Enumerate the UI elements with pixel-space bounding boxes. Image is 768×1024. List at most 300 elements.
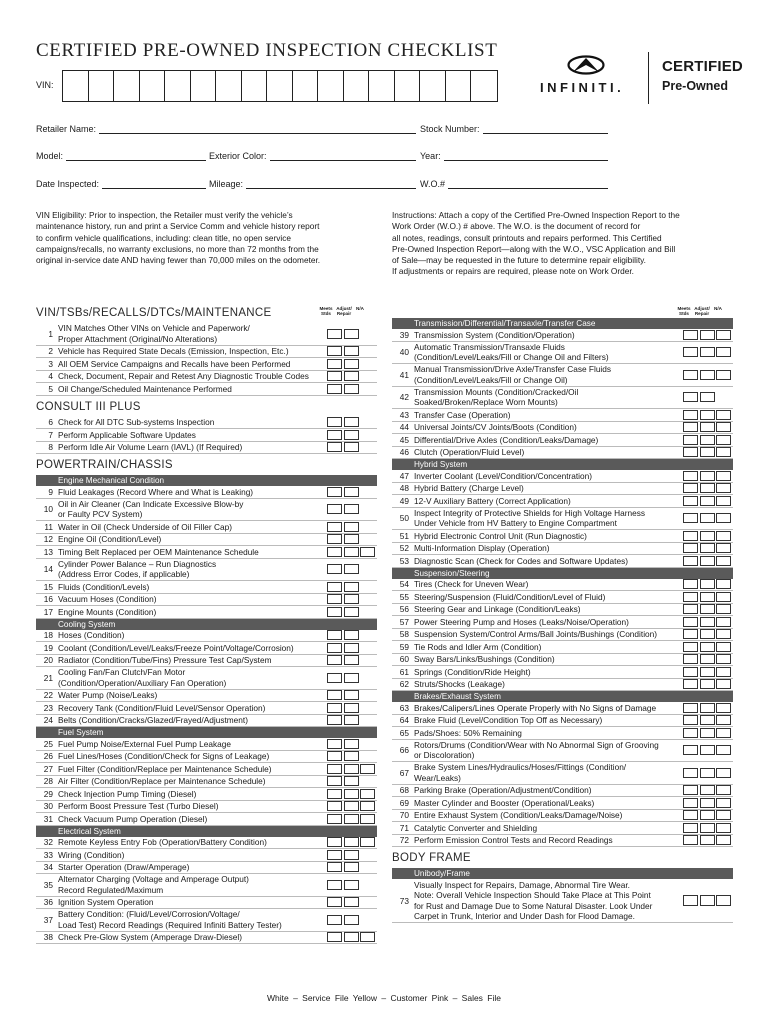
- meets-standards-checkbox[interactable]: [683, 728, 698, 738]
- meets-standards-checkbox[interactable]: [683, 654, 698, 664]
- item-description-line: Steering/Suspension (Fluid/Condition/Level of Fluid): [414, 591, 606, 602]
- checklist-row: [36, 897, 377, 910]
- meets-standards-checkbox[interactable]: [327, 359, 342, 369]
- meets-standards-checkbox[interactable]: [327, 915, 342, 925]
- meets-standards-checkbox[interactable]: [683, 579, 698, 589]
- adjust-repair-checkbox[interactable]: [700, 835, 715, 845]
- checklist-row: [36, 323, 377, 346]
- meets-standards-checkbox[interactable]: [683, 447, 698, 457]
- meets-standards-checkbox[interactable]: [683, 556, 698, 566]
- adjust-repair-checkbox[interactable]: [344, 915, 359, 925]
- item-number: 62: [399, 679, 409, 690]
- not-applicable-checkbox[interactable]: [716, 823, 731, 833]
- item-number: 57: [399, 616, 409, 627]
- meets-standards-checkbox[interactable]: [683, 483, 698, 493]
- stock-number-field[interactable]: Stock Number:: [420, 122, 608, 134]
- item-description-line: Ignition System Operation: [58, 897, 154, 908]
- adjust-repair-checkbox[interactable]: [344, 814, 359, 824]
- not-applicable-checkbox[interactable]: [716, 715, 731, 725]
- adjust-repair-checkbox[interactable]: [700, 496, 715, 506]
- adjust-repair-checkbox[interactable]: [344, 371, 359, 381]
- meets-standards-checkbox[interactable]: [327, 504, 342, 514]
- item-description: [56, 346, 326, 356]
- meets-standards-checkbox[interactable]: [327, 487, 342, 497]
- meets-standards-checkbox[interactable]: [683, 745, 698, 755]
- meets-standards-checkbox[interactable]: [327, 801, 342, 811]
- item-number: 67: [399, 767, 409, 778]
- not-applicable-checkbox[interactable]: [716, 471, 731, 481]
- adjust-repair-checkbox[interactable]: [344, 329, 359, 339]
- adjust-repair-checkbox[interactable]: [700, 654, 715, 664]
- brand-block: [540, 52, 760, 104]
- item-description: [412, 703, 682, 713]
- adjust-repair-checkbox[interactable]: [344, 655, 359, 665]
- not-applicable-checkbox[interactable]: [360, 789, 375, 799]
- item-number: 52: [399, 543, 409, 554]
- meets-standards-checkbox[interactable]: [327, 751, 342, 761]
- meets-standards-checkbox[interactable]: [327, 897, 342, 907]
- group-header: Unibody/Frame: [392, 868, 733, 879]
- meets-standards-checkbox[interactable]: [683, 513, 698, 523]
- adjust-repair-checkbox[interactable]: [700, 483, 715, 493]
- date-inspected-field[interactable]: Date Inspected:: [36, 177, 206, 189]
- meets-standards-checkbox[interactable]: [327, 932, 342, 942]
- item-description-line: Battery Condition: (Fluid/Level/Corrosion/Voltage/: [58, 909, 240, 920]
- adjust-repair-checkbox[interactable]: [700, 703, 715, 713]
- item-number: 51: [399, 530, 409, 541]
- adjust-repair-checkbox[interactable]: [344, 487, 359, 497]
- adjust-repair-checkbox[interactable]: [344, 837, 359, 847]
- adjust-repair-checkbox[interactable]: [344, 751, 359, 761]
- meets-standards-checkbox[interactable]: [327, 564, 342, 574]
- item-number: 53: [399, 555, 409, 566]
- item-number: 30: [43, 801, 53, 812]
- adjust-repair-checkbox[interactable]: [344, 643, 359, 653]
- checkbox-group: [326, 764, 378, 774]
- checklist-row: [36, 499, 377, 522]
- checkbox-group: [682, 531, 734, 541]
- item-description: [56, 359, 326, 369]
- checkbox-group: [326, 655, 378, 665]
- adjust-repair-checkbox[interactable]: [344, 850, 359, 860]
- meets-standards-checkbox[interactable]: [327, 384, 342, 394]
- item-description: [412, 447, 682, 457]
- adjust-repair-checkbox[interactable]: [700, 370, 715, 380]
- item-description-line: Manual Transmission/Drive Axle/Transfer Case Fluids: [414, 364, 612, 375]
- item-number: 45: [399, 434, 409, 445]
- adjust-repair-checkbox[interactable]: [700, 629, 715, 639]
- meets-standards-checkbox[interactable]: [327, 371, 342, 381]
- meets-standards-checkbox[interactable]: [327, 850, 342, 860]
- meets-standards-checkbox[interactable]: [683, 392, 698, 402]
- not-applicable-checkbox[interactable]: [716, 435, 731, 445]
- adjust-repair-checkbox[interactable]: [700, 604, 715, 614]
- mileage-field[interactable]: Mileage:: [209, 177, 416, 189]
- meets-standards-checkbox[interactable]: [327, 703, 342, 713]
- checkbox-group: [326, 837, 378, 847]
- meets-standards-checkbox[interactable]: [683, 592, 698, 602]
- meets-standards-checkbox[interactable]: [683, 347, 698, 357]
- item-description: [412, 410, 682, 420]
- adjust-repair-checkbox[interactable]: [700, 513, 715, 523]
- meets-standards-checkbox[interactable]: [327, 594, 342, 604]
- checkbox-group: [326, 547, 378, 557]
- item-description: [56, 655, 326, 665]
- item-number: 35: [43, 879, 53, 890]
- not-applicable-checkbox[interactable]: [360, 814, 375, 824]
- vin-input-boxes[interactable]: [62, 70, 498, 102]
- not-applicable-checkbox[interactable]: [716, 513, 731, 523]
- checklist-row: [392, 715, 733, 728]
- not-applicable-checkbox[interactable]: [360, 764, 375, 774]
- adjust-repair-checkbox[interactable]: [700, 447, 715, 457]
- meets-standards-checkbox[interactable]: [683, 810, 698, 820]
- not-applicable-checkbox[interactable]: [716, 629, 731, 639]
- meets-standards-checkbox[interactable]: [327, 655, 342, 665]
- not-applicable-checkbox[interactable]: [716, 768, 731, 778]
- adjust-repair-checkbox[interactable]: [700, 471, 715, 481]
- not-applicable-checkbox[interactable]: [716, 543, 731, 553]
- item-description-line: Vehicle has Required State Decals (Emission, Inspection, Etc.): [58, 346, 289, 357]
- adjust-repair-checkbox[interactable]: [700, 579, 715, 589]
- meets-standards-checkbox[interactable]: [683, 435, 698, 445]
- not-applicable-checkbox[interactable]: [716, 617, 731, 627]
- adjust-repair-checkbox[interactable]: [344, 504, 359, 514]
- adjust-repair-checkbox[interactable]: [700, 531, 715, 541]
- item-description-line: Steering Gear and Linkage (Condition/Leaks): [414, 604, 581, 615]
- checklist-row: [36, 837, 377, 850]
- item-number: 61: [399, 666, 409, 677]
- item-description-line: Struts/Shocks (Leakage): [414, 679, 505, 690]
- meets-standards-checkbox[interactable]: [683, 471, 698, 481]
- meets-standards-checkbox[interactable]: [683, 496, 698, 506]
- item-description: [412, 740, 682, 761]
- checkbox-group: [682, 422, 734, 432]
- adjust-repair-checkbox[interactable]: [344, 880, 359, 890]
- meets-standards-checkbox[interactable]: [683, 823, 698, 833]
- not-applicable-checkbox[interactable]: [716, 810, 731, 820]
- checkbox-group: [682, 496, 734, 506]
- not-applicable-checkbox[interactable]: [360, 547, 375, 557]
- meets-standards-checkbox[interactable]: [683, 617, 698, 627]
- item-number: 66: [399, 745, 409, 756]
- adjust-repair-checkbox[interactable]: [700, 715, 715, 725]
- item-description: [412, 642, 682, 652]
- meets-standards-checkbox[interactable]: [683, 642, 698, 652]
- item-description: [412, 762, 682, 783]
- not-applicable-checkbox[interactable]: [716, 654, 731, 664]
- adjust-repair-checkbox[interactable]: [344, 715, 359, 725]
- vin-label: VIN:: [36, 80, 54, 90]
- checklist-row: [392, 342, 733, 365]
- item-description-line: Check Vacuum Pump Operation (Diesel): [58, 813, 208, 824]
- adjust-repair-checkbox[interactable]: [700, 642, 715, 652]
- meets-standards-checkbox[interactable]: [683, 330, 698, 340]
- meets-standards-checkbox[interactable]: [683, 422, 698, 432]
- not-applicable-checkbox[interactable]: [360, 932, 375, 942]
- meets-standards-checkbox[interactable]: [327, 764, 342, 774]
- work-order-field[interactable]: W.O.#: [420, 177, 608, 189]
- meets-standards-checkbox[interactable]: [683, 798, 698, 808]
- checklist-row: [392, 447, 733, 460]
- adjust-repair-checkbox[interactable]: [344, 739, 359, 749]
- meets-standards-checkbox[interactable]: [683, 895, 698, 905]
- item-number: 70: [399, 810, 409, 821]
- checklist-row: [392, 654, 733, 667]
- meets-standards-checkbox[interactable]: [327, 630, 342, 640]
- checkbox-group: [682, 703, 734, 713]
- adjust-repair-checkbox[interactable]: [344, 764, 359, 774]
- not-applicable-checkbox[interactable]: [716, 410, 731, 420]
- checkbox-group: [682, 895, 734, 905]
- meets-standards-checkbox[interactable]: [683, 370, 698, 380]
- not-applicable-checkbox[interactable]: [716, 798, 731, 808]
- checkbox-group: [326, 417, 378, 427]
- not-applicable-checkbox[interactable]: [716, 785, 731, 795]
- meets-standards-checkbox[interactable]: [327, 739, 342, 749]
- adjust-repair-checkbox[interactable]: [344, 346, 359, 356]
- adjust-repair-checkbox[interactable]: [344, 359, 359, 369]
- meets-standards-checkbox[interactable]: [327, 690, 342, 700]
- adjust-repair-checkbox[interactable]: [344, 789, 359, 799]
- checklist-row: [36, 534, 377, 547]
- adjust-repair-checkbox[interactable]: [344, 522, 359, 532]
- not-applicable-checkbox[interactable]: [360, 837, 375, 847]
- adjust-repair-checkbox[interactable]: [700, 392, 715, 402]
- item-description: [412, 483, 682, 493]
- not-applicable-checkbox[interactable]: [716, 679, 731, 689]
- meets-standards-checkbox[interactable]: [683, 667, 698, 677]
- meets-standards-checkbox[interactable]: [327, 880, 342, 890]
- adjust-repair-checkbox[interactable]: [700, 592, 715, 602]
- adjust-repair-checkbox[interactable]: [344, 442, 359, 452]
- not-applicable-checkbox[interactable]: [716, 370, 731, 380]
- item-description-line: Multi-Information Display (Operation): [414, 543, 550, 554]
- adjust-repair-checkbox[interactable]: [344, 384, 359, 394]
- meets-standards-checkbox[interactable]: [683, 531, 698, 541]
- meets-standards-checkbox[interactable]: [327, 814, 342, 824]
- not-applicable-checkbox[interactable]: [716, 496, 731, 506]
- meets-standards-checkbox[interactable]: [683, 410, 698, 420]
- checkbox-group: [326, 371, 378, 381]
- adjust-repair-checkbox[interactable]: [700, 823, 715, 833]
- checkbox-group: [682, 629, 734, 639]
- meets-standards-checkbox[interactable]: [683, 715, 698, 725]
- adjust-repair-checkbox[interactable]: [700, 617, 715, 627]
- meets-standards-checkbox[interactable]: [327, 534, 342, 544]
- checkbox-group: [326, 915, 378, 925]
- item-description: [56, 522, 326, 532]
- item-description-line: Entire Exhaust System (Condition/Leaks/Damage/Noise): [414, 810, 623, 821]
- item-description: [56, 764, 326, 774]
- meets-standards-checkbox[interactable]: [683, 679, 698, 689]
- item-description: [56, 643, 326, 653]
- exterior-color-field[interactable]: Exterior Color:: [209, 149, 416, 161]
- checklist-row: [392, 797, 733, 810]
- checkbox-group: [326, 690, 378, 700]
- adjust-repair-checkbox[interactable]: [344, 703, 359, 713]
- not-applicable-checkbox[interactable]: [716, 604, 731, 614]
- item-number: 50: [399, 513, 409, 524]
- adjust-repair-checkbox[interactable]: [700, 330, 715, 340]
- checklist-row: [36, 486, 377, 499]
- checkbox-group: [326, 534, 378, 544]
- meets-standards-checkbox[interactable]: [327, 643, 342, 653]
- meets-standards-checkbox[interactable]: [327, 417, 342, 427]
- checklist-row: [392, 604, 733, 617]
- adjust-repair-checkbox[interactable]: [344, 607, 359, 617]
- checkbox-group: [682, 435, 734, 445]
- meets-standards-checkbox[interactable]: [327, 862, 342, 872]
- adjust-repair-checkbox[interactable]: [344, 564, 359, 574]
- adjust-repair-checkbox[interactable]: [700, 745, 715, 755]
- not-applicable-checkbox[interactable]: [716, 642, 731, 652]
- group-header: Transmission/Differential/Transaxle/Transfer Case: [392, 318, 733, 329]
- item-description: [56, 789, 326, 799]
- not-applicable-checkbox[interactable]: [716, 556, 731, 566]
- adjust-repair-checkbox[interactable]: [700, 679, 715, 689]
- checkbox-group: [682, 679, 734, 689]
- meets-standards-checkbox[interactable]: [327, 547, 342, 557]
- meets-standards-checkbox[interactable]: [327, 582, 342, 592]
- adjust-repair-checkbox[interactable]: [344, 594, 359, 604]
- not-applicable-checkbox[interactable]: [716, 728, 731, 738]
- checkbox-group: [682, 543, 734, 553]
- adjust-repair-checkbox[interactable]: [344, 862, 359, 872]
- item-number: 44: [399, 422, 409, 433]
- adjust-repair-checkbox[interactable]: [344, 690, 359, 700]
- item-description: [412, 629, 682, 639]
- item-description-line: Water Pump (Noise/Leaks): [58, 690, 158, 701]
- item-description-line: Clutch (Operation/Fluid Level): [414, 447, 525, 458]
- adjust-repair-checkbox[interactable]: [344, 932, 359, 942]
- not-applicable-checkbox[interactable]: [716, 531, 731, 541]
- checkbox-group: [326, 346, 378, 356]
- adjust-repair-checkbox[interactable]: [700, 543, 715, 553]
- adjust-repair-checkbox[interactable]: [700, 895, 715, 905]
- adjust-repair-checkbox[interactable]: [700, 347, 715, 357]
- item-description-line: Perform Emission Control Tests and Record Readings: [414, 835, 613, 846]
- meets-standards-checkbox[interactable]: [327, 442, 342, 452]
- item-number: 68: [399, 785, 409, 796]
- not-applicable-checkbox[interactable]: [716, 422, 731, 432]
- item-description: [412, 880, 682, 922]
- meets-standards-checkbox[interactable]: [327, 715, 342, 725]
- item-description: [56, 837, 326, 847]
- item-description-line: Under Vehicle from HV Battery to Engine Compartment: [414, 518, 617, 529]
- adjust-repair-checkbox[interactable]: [344, 547, 359, 557]
- meets-standards-checkbox[interactable]: [683, 785, 698, 795]
- item-number: 56: [399, 604, 409, 615]
- item-description: [56, 534, 326, 544]
- meets-standards-checkbox[interactable]: [327, 522, 342, 532]
- retailer-name-field[interactable]: Retailer Name:: [36, 122, 416, 134]
- distribution-footer: White – Service File Yellow – Customer Pink – Sales File: [266, 993, 501, 1003]
- adjust-repair-checkbox[interactable]: [700, 785, 715, 795]
- adjust-repair-checkbox[interactable]: [700, 667, 715, 677]
- item-description-line: Perform Applicable Software Updates: [58, 429, 196, 440]
- not-applicable-checkbox[interactable]: [716, 579, 731, 589]
- meets-standards-checkbox[interactable]: [683, 629, 698, 639]
- adjust-repair-checkbox[interactable]: [700, 798, 715, 808]
- not-applicable-checkbox[interactable]: [716, 895, 731, 905]
- item-description-line: Perform Boost Pressure Test (Turbo Diesel): [58, 801, 219, 812]
- item-description: [412, 798, 682, 808]
- adjust-repair-checkbox[interactable]: [700, 422, 715, 432]
- meets-standards-checkbox[interactable]: [327, 837, 342, 847]
- adjust-repair-checkbox[interactable]: [344, 417, 359, 427]
- not-applicable-checkbox[interactable]: [716, 745, 731, 755]
- item-number: 13: [43, 546, 53, 557]
- year-field[interactable]: Year:: [420, 149, 608, 161]
- meets-standards-checkbox[interactable]: [683, 703, 698, 713]
- adjust-repair-checkbox[interactable]: [700, 728, 715, 738]
- not-applicable-checkbox[interactable]: [716, 703, 731, 713]
- adjust-repair-checkbox[interactable]: [700, 556, 715, 566]
- meets-standards-checkbox[interactable]: [327, 430, 342, 440]
- item-description-line: Note: Overall Vehicle Inspection Should Take Place at This Point: [414, 890, 651, 901]
- infiniti-logo-text: INFINITI.: [540, 80, 625, 95]
- item-description-line: for Rust and Damage Due to Some Natural Disaster. Look Under: [414, 900, 653, 911]
- not-applicable-checkbox[interactable]: [716, 592, 731, 602]
- adjust-repair-checkbox[interactable]: [344, 801, 359, 811]
- checkbox-group: [682, 513, 734, 523]
- meets-standards-checkbox[interactable]: [683, 604, 698, 614]
- adjust-repair-checkbox[interactable]: [344, 430, 359, 440]
- model-field[interactable]: Model:: [36, 149, 206, 161]
- adjust-repair-checkbox[interactable]: [344, 582, 359, 592]
- adjust-repair-checkbox[interactable]: [700, 768, 715, 778]
- checkbox-group: [326, 751, 378, 761]
- not-applicable-checkbox[interactable]: [716, 347, 731, 357]
- item-description: [56, 667, 326, 688]
- not-applicable-checkbox[interactable]: [716, 835, 731, 845]
- checklist-row: [36, 702, 377, 715]
- meets-standards-checkbox[interactable]: [327, 789, 342, 799]
- item-description-line: or Discoloration): [414, 750, 475, 761]
- meets-standards-checkbox[interactable]: [327, 776, 342, 786]
- vin-eligibility-note: VIN Eligibility: Prior to inspection, the Retailer must verify the vehicle’s maintenance history, run and print a Service Comm and vehicle history report to confirm vehicle qualifications, including: clean title, no open service campaigns/recalls, no warranty exclusions, no more than 72 months from the original in-service date AND having fewer than 70,000 miles on the odometer.: [36, 210, 321, 266]
- item-description: [412, 823, 682, 833]
- checklist-row: [36, 738, 377, 751]
- adjust-repair-checkbox[interactable]: [700, 435, 715, 445]
- item-number: 9: [48, 486, 53, 497]
- not-applicable-checkbox[interactable]: [716, 330, 731, 340]
- item-description: [56, 814, 326, 824]
- not-applicable-checkbox[interactable]: [716, 667, 731, 677]
- meets-standards-checkbox[interactable]: [683, 768, 698, 778]
- adjust-repair-checkbox[interactable]: [700, 410, 715, 420]
- item-description: [56, 862, 326, 872]
- adjust-repair-checkbox[interactable]: [344, 630, 359, 640]
- meets-standards-checkbox[interactable]: [327, 673, 342, 683]
- adjust-repair-checkbox[interactable]: [344, 534, 359, 544]
- adjust-repair-checkbox[interactable]: [344, 673, 359, 683]
- meets-standards-checkbox[interactable]: [327, 346, 342, 356]
- meets-standards-checkbox[interactable]: [327, 329, 342, 339]
- adjust-repair-checkbox[interactable]: [344, 776, 359, 786]
- not-applicable-checkbox[interactable]: [716, 447, 731, 457]
- meets-standards-checkbox[interactable]: [683, 835, 698, 845]
- adjust-repair-checkbox[interactable]: [700, 810, 715, 820]
- item-description-line: Automatic Transmission/Transaxle Fluids: [414, 341, 565, 352]
- not-applicable-checkbox[interactable]: [716, 483, 731, 493]
- adjust-repair-checkbox[interactable]: [344, 897, 359, 907]
- checklist-row: [392, 483, 733, 496]
- meets-standards-checkbox[interactable]: [327, 607, 342, 617]
- meets-standards-checkbox[interactable]: [683, 543, 698, 553]
- not-applicable-checkbox[interactable]: [360, 801, 375, 811]
